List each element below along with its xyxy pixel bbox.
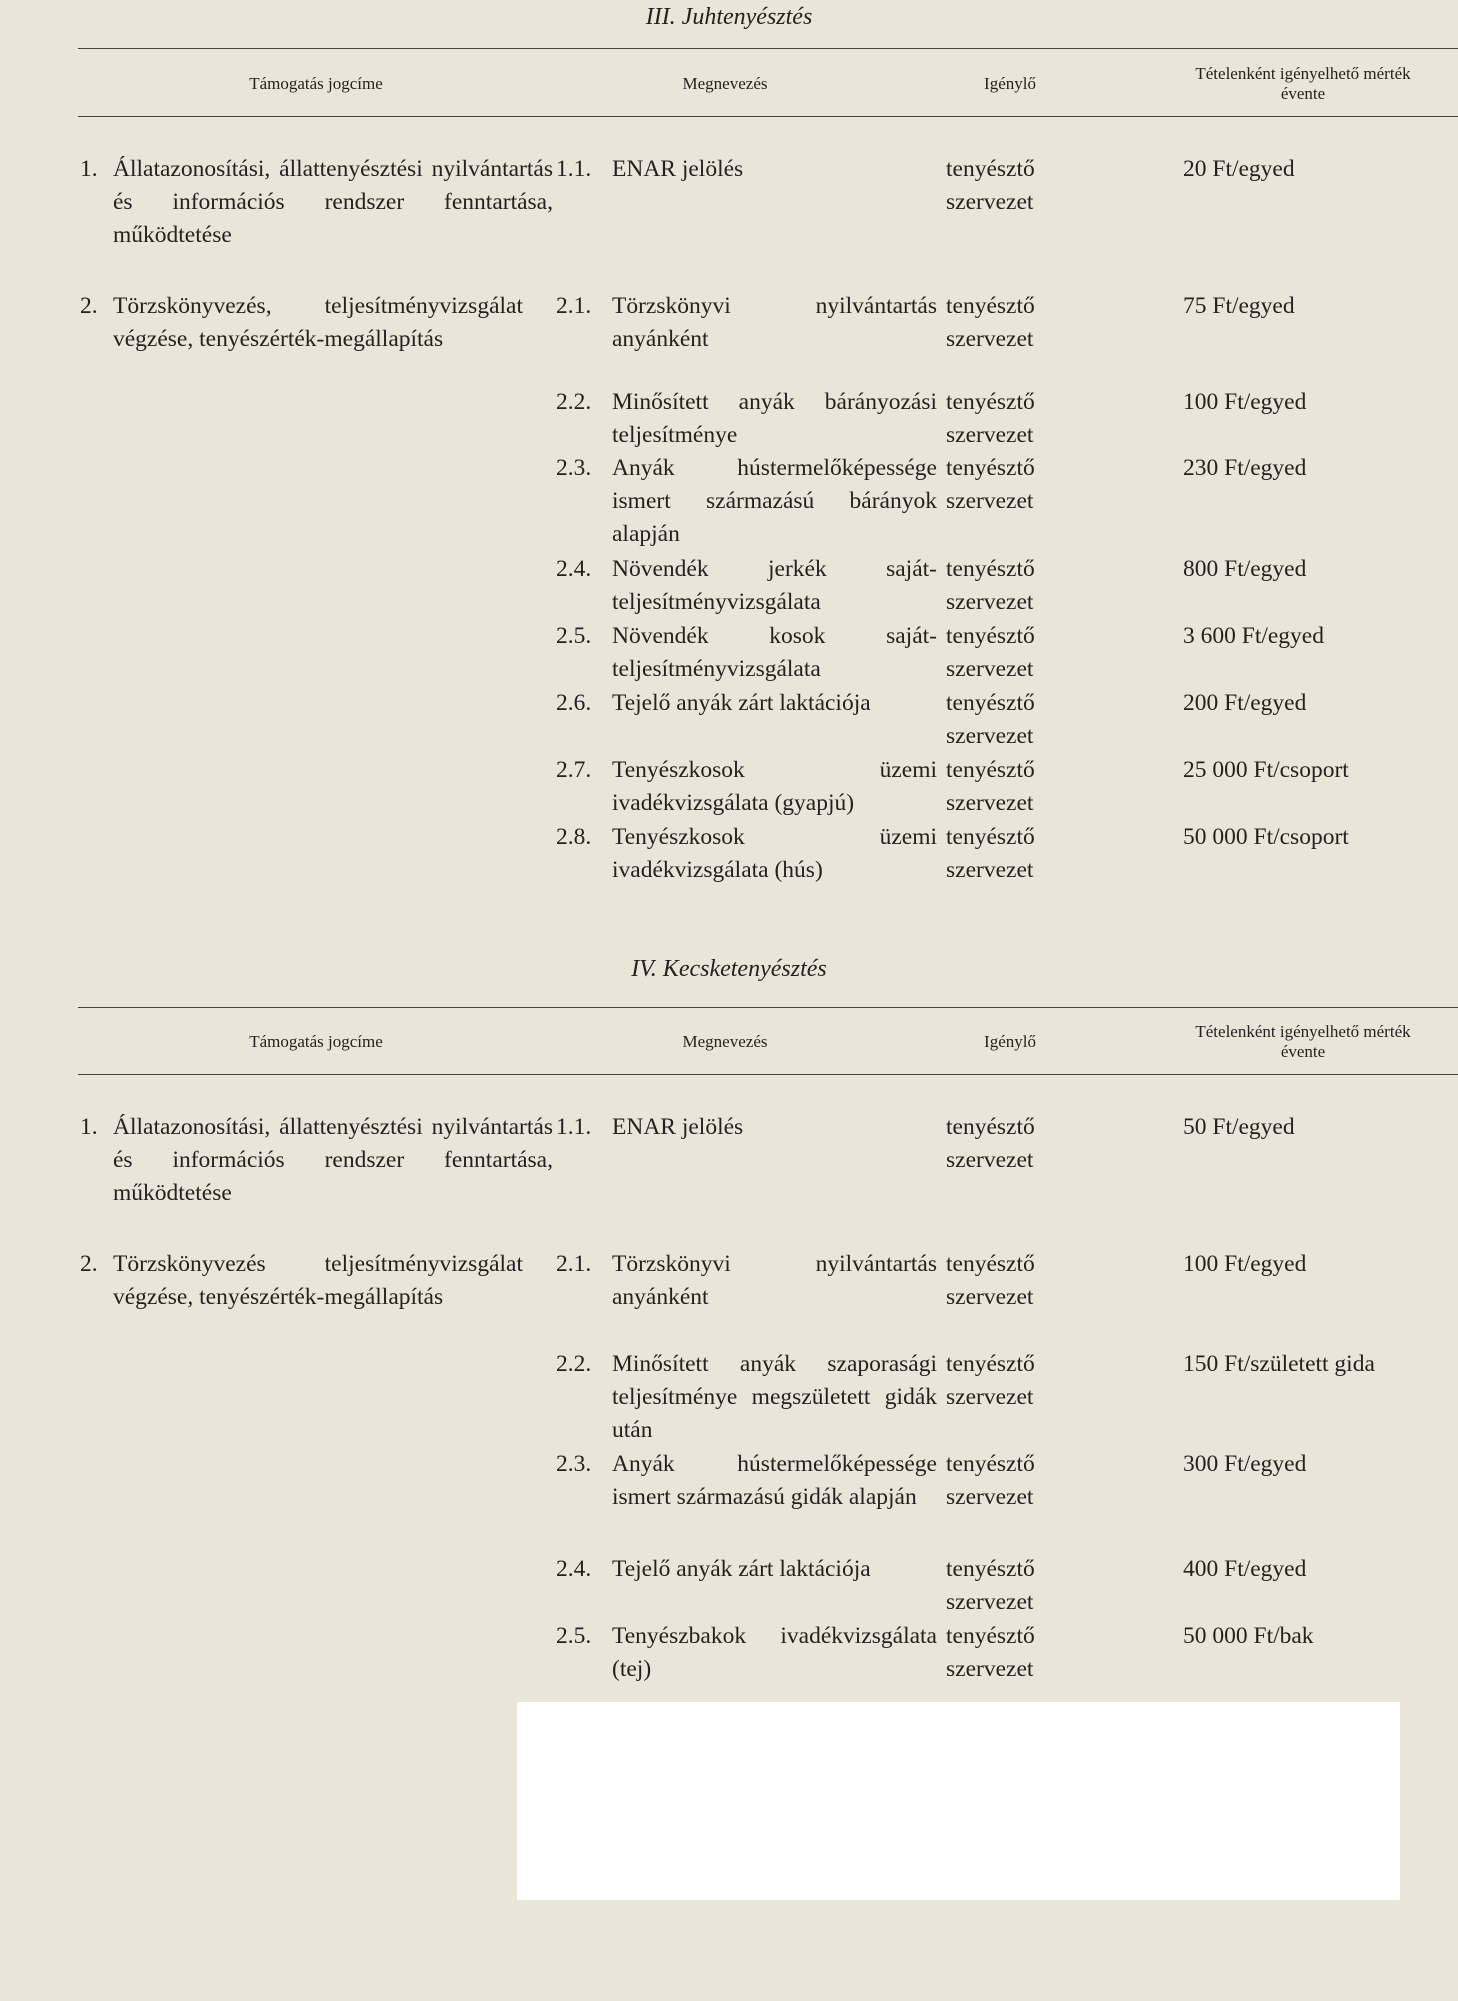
requester-line2: szervezet: [946, 1284, 1034, 1310]
goat-section-title: IV. Kecsketenyésztés: [631, 956, 827, 982]
goat-row-amount: 300 Ft/egyed: [1183, 1451, 1307, 1477]
sheep-section-title: III. Juhtenyésztés: [645, 4, 813, 30]
requester-line2: szervezet: [946, 422, 1034, 448]
goat-row-code: 2.5.: [556, 1623, 592, 1649]
requester-line2: szervezet: [946, 1656, 1034, 1682]
goat-row-description: Minősített anyák szaporasági teljesítménye megszületett gidák után: [612, 1351, 937, 1443]
sheep-row-amount: 20 Ft/egyed: [1183, 156, 1295, 182]
requester-line1: tenyésztő: [946, 1556, 1035, 1582]
goat-category-title: Állatazonosítási, állattenyésztési nyilvántartás és információs rendszer fenntartása, működtetése: [113, 1114, 553, 1206]
goat-row-requester: [946, 1111, 1086, 1177]
sheep-row-description: Tenyészkosok üzemi ivadékvizsgálata (gyapjú): [612, 757, 937, 816]
requester-line2: szervezet: [946, 589, 1034, 615]
sheep-row-requester: [946, 290, 1086, 356]
requester-line2: szervezet: [946, 723, 1034, 749]
goat-row-code: 2.1.: [556, 1251, 592, 1277]
requester-line1: tenyésztő: [946, 824, 1035, 850]
goat-row-description: Anyák hústermelőképessége ismert származású gidák alapján: [612, 1451, 937, 1510]
goat-category-title: Törzskönyvezés teljesítményvizsgálat végzése, tenyészérték-megállapítás: [113, 1251, 523, 1310]
goat-header-col4-line1: Tételenként igényelhető mérték: [1195, 1022, 1411, 1041]
goat-row-requester: [946, 1248, 1086, 1314]
requester-line1: tenyésztő: [946, 1623, 1035, 1649]
sheep-category-number: 2.: [80, 293, 98, 319]
requester-line1: tenyésztő: [946, 455, 1035, 481]
sheep-row-description: Tejelő anyák zárt laktációja: [612, 690, 871, 716]
sheep-header-bottom-rule: [78, 116, 1458, 117]
requester-line1: tenyésztő: [946, 156, 1035, 182]
sheep-row-amount: 230 Ft/egyed: [1183, 455, 1307, 481]
sheep-row-requester: [946, 620, 1086, 686]
sheep-row-code: 2.3.: [556, 455, 592, 481]
sheep-row-amount: 50 000 Ft/csoport: [1183, 824, 1349, 850]
requester-line1: tenyésztő: [946, 1251, 1035, 1277]
goat-header-col3: Igénylő: [984, 1032, 1036, 1051]
sheep-row-description: Minősített anyák bárányozási teljesítménye: [612, 389, 937, 448]
goat-row-requester: [946, 1348, 1086, 1414]
requester-line1: tenyésztő: [946, 1114, 1035, 1140]
goat-row-code: 2.2.: [556, 1351, 592, 1377]
requester-line2: szervezet: [946, 1484, 1034, 1510]
sheep-row-amount: 3 600 Ft/egyed: [1183, 623, 1324, 649]
requester-line2: szervezet: [946, 488, 1034, 514]
goat-row-code: 2.4.: [556, 1556, 592, 1582]
sheep-row-requester: [946, 153, 1086, 219]
goat-row-description: Tenyészbakok ivadékvizsgálata (tej): [612, 1623, 937, 1682]
requester-line1: tenyésztő: [946, 623, 1035, 649]
sheep-header-col3: Igénylő: [984, 74, 1036, 93]
goat-row-requester: [946, 1448, 1086, 1514]
requester-line2: szervezet: [946, 326, 1034, 352]
sheep-category-title: Állatazonosítási, állattenyésztési nyilvántartás és információs rendszer fenntartása, működtetése: [113, 156, 553, 248]
sheep-row-description: Anyák hústermelőképessége ismert származású bárányok alapján: [612, 455, 937, 547]
sheep-row-amount: 800 Ft/egyed: [1183, 556, 1307, 582]
requester-line1: tenyésztő: [946, 293, 1035, 319]
sheep-row-amount: 100 Ft/egyed: [1183, 389, 1307, 415]
goat-row-requester: [946, 1553, 1086, 1619]
sheep-category-number: 1.: [80, 156, 98, 182]
goat-row-description: Törzskönyvi nyilvántartás anyánként: [612, 1251, 937, 1310]
goat-row-amount: 100 Ft/egyed: [1183, 1251, 1307, 1277]
sheep-row-requester: [946, 386, 1086, 452]
sheep-row-description: Növendék jerkék saját-teljesítményvizsgálata: [612, 556, 937, 615]
sheep-row-code: 2.4.: [556, 556, 592, 582]
goat-header-top-rule: [78, 1007, 1458, 1008]
sheep-row-description: Növendék kosok saját-teljesítményvizsgálata: [612, 623, 937, 682]
goat-row-requester: [946, 1620, 1086, 1686]
sheep-header-col2: Megnevezés: [682, 74, 768, 93]
goat-header-col4: [1150, 1022, 1456, 1062]
sheep-row-code: 2.7.: [556, 757, 592, 783]
sheep-header-col4: [1150, 64, 1456, 104]
sheep-row-description: Törzskönyvi nyilvántartás anyánként: [612, 293, 937, 352]
sheep-row-code: 2.6.: [556, 690, 592, 716]
sheep-row-requester: [946, 754, 1086, 820]
sheep-row-requester: [946, 553, 1086, 619]
sheep-row-code: 1.1.: [556, 156, 592, 182]
requester-line2: szervezet: [946, 656, 1034, 682]
goat-category-number: 1.: [80, 1114, 98, 1140]
requester-line1: tenyésztő: [946, 757, 1035, 783]
goat-row-amount: 400 Ft/egyed: [1183, 1556, 1307, 1582]
sheep-header-col1: Támogatás jogcíme: [249, 74, 383, 93]
goat-header-col4-line2: évente: [1280, 1042, 1326, 1061]
sheep-row-description: Tenyészkosok üzemi ivadékvizsgálata (hús): [612, 824, 937, 883]
goat-header-bottom-rule: [78, 1074, 1458, 1075]
requester-line2: szervezet: [946, 857, 1034, 883]
goat-row-code: 2.3.: [556, 1451, 592, 1477]
goat-row-description: ENAR jelölés: [612, 1114, 744, 1140]
sheep-header-top-rule: [78, 48, 1458, 49]
sheep-row-code: 2.8.: [556, 824, 592, 850]
sheep-row-amount: 200 Ft/egyed: [1183, 690, 1307, 716]
requester-line2: szervezet: [946, 1589, 1034, 1615]
sheep-category-title: Törzskönyvezés, teljesítményvizsgálat végzése, tenyészérték-megállapítás: [113, 293, 523, 352]
sheep-header-col4-line2: évente: [1280, 84, 1326, 103]
sheep-row-amount: 75 Ft/egyed: [1183, 293, 1295, 319]
requester-line2: szervezet: [946, 790, 1034, 816]
goat-row-code: 1.1.: [556, 1114, 592, 1140]
requester-line2: szervezet: [946, 1147, 1034, 1173]
sheep-row-code: 2.2.: [556, 389, 592, 415]
sheep-row-description: ENAR jelölés: [612, 156, 744, 182]
goat-row-amount: 50 000 Ft/bak: [1183, 1623, 1314, 1649]
requester-line1: tenyésztő: [946, 556, 1035, 582]
requester-line2: szervezet: [946, 1384, 1034, 1410]
requester-line1: tenyésztő: [946, 1351, 1035, 1377]
requester-line2: szervezet: [946, 189, 1034, 215]
goat-row-description: Tejelő anyák zárt laktációja: [612, 1556, 871, 1582]
goat-category-number: 2.: [80, 1251, 98, 1277]
sheep-row-amount: 25 000 Ft/csoport: [1183, 757, 1349, 783]
requester-line1: tenyésztő: [946, 1451, 1035, 1477]
goat-row-amount: 50 Ft/egyed: [1183, 1114, 1295, 1140]
goat-row-amount: 150 Ft/született gida: [1183, 1351, 1375, 1377]
sheep-header-col4-line1: Tételenként igényelhető mérték: [1195, 64, 1411, 83]
sheep-row-requester: [946, 821, 1086, 887]
requester-line1: tenyésztő: [946, 389, 1035, 415]
goat-header-col1: Támogatás jogcíme: [249, 1032, 383, 1051]
sheep-row-code: 2.5.: [556, 623, 592, 649]
sheep-row-code: 2.1.: [556, 293, 592, 319]
requester-line1: tenyésztő: [946, 690, 1035, 716]
goat-header-col2: Megnevezés: [682, 1032, 768, 1051]
sheep-row-requester: [946, 452, 1086, 518]
sheep-row-requester: [946, 687, 1086, 753]
redaction-block: [517, 1702, 1400, 1900]
